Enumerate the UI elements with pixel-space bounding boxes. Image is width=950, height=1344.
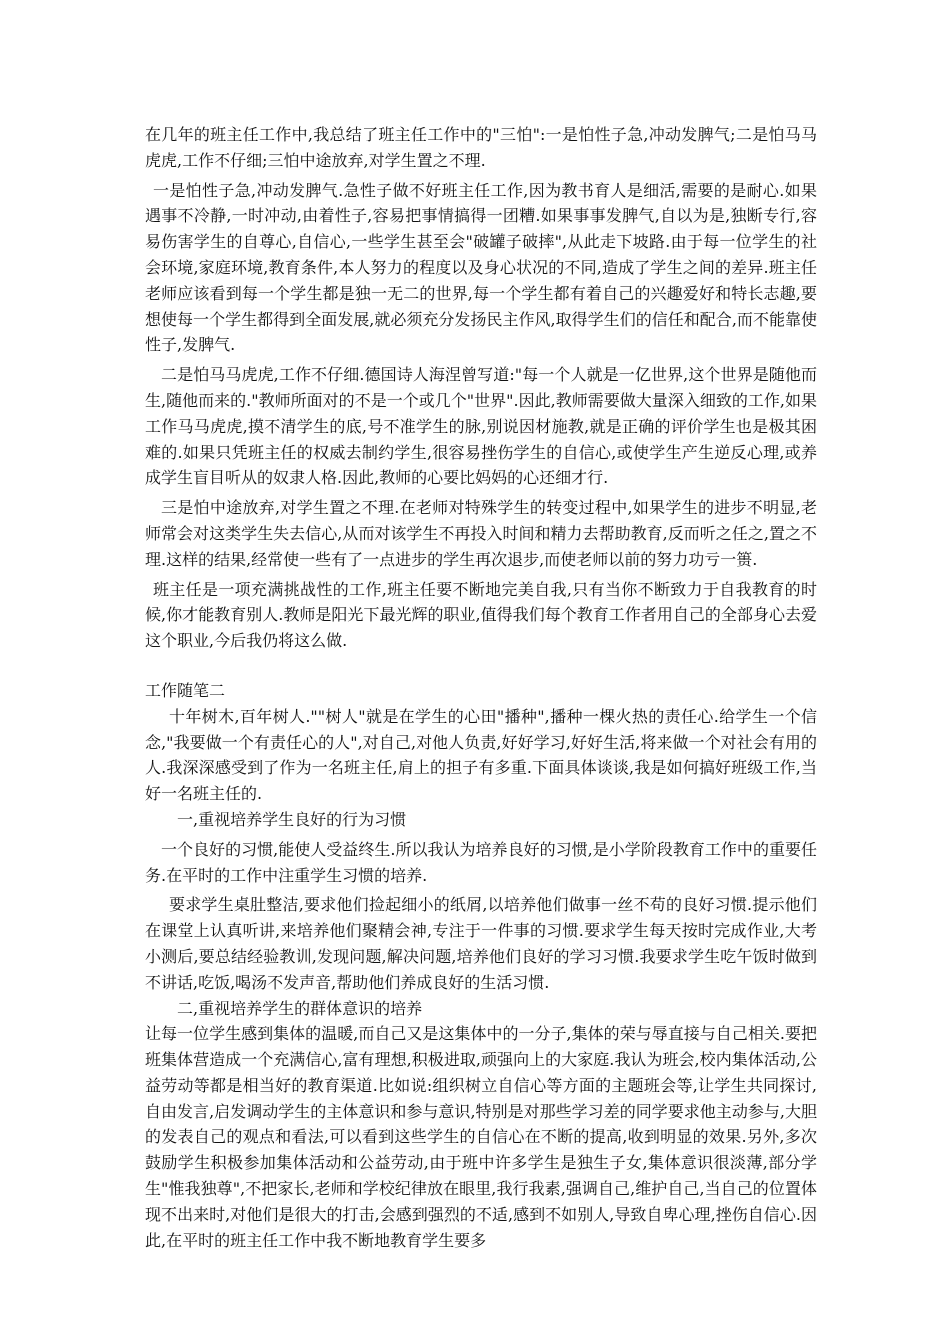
intro-paragraph: 在几年的班主任工作中,我总结了班主任工作中的"三怕":一是怕性子急,冲动发脾气;二是怕马马虎虎,工作不仔细;三怕中途放弃,对学生置之不理.	[145, 125, 817, 170]
section-paragraph-4: 让每一位学生感到集体的温暖,而自己又是这集体中的一分子,集体的荣与辱直接与自己相关.要把班集体营造成一个充满信心,富有理想,积极进取,顽强向上的大家庭.我认为班会,校内集体活动,公益劳动等都是相当好的教育渠道.比如说:组织树立自信心等方面的主题班会等,让学生共同探讨,自由发言,启发调动学生的主体意识和参与意识,特别是对那些学习差的同学要求他主动参与,大胆的发表自己的观点和看法,可以看到这些学生的自信心在不断的提高,收到明显的效果.另外,多次鼓励学生积极参加集体活动和公益劳动,由于班中许多学生是独生子女,集体意识很淡薄,部分学生"惟我独尊",不把家长,老师和学校纪律放在眼里,我行我素,强调自己,维护自己,当自己的位置体现不出来时,对他们是很大的打击,会感到强烈的不适,感到不如别人,导致自卑心理,挫伤自信心.因此,在平时的班主任工作中我不断地教育学生要多	[145, 1024, 817, 1250]
body-paragraph-1: 一是怕性子急,冲动发脾气.急性子做不好班主任工作,因为教书育人是细活,需要的是耐心.如果遇事不冷静,一时冲动,由着性子,容易把事情搞得一团糟.如果事事发脾气,自以为是,独断专行,容易伤害学生的自尊心,自信心,一些学生甚至会"破罐子破摔",从此走下坡路.由于每一位学生的社会环境,家庭环境,教育条件,本人努力的程度以及身心状况的不同,造成了学生之间的差异.班主任老师应该看到每一个学生都是独一无二的世界,每一个学生都有着自己的兴趣爱好和特长志趣,要想使每一个学生都得到全面发展,就必须充分发扬民主作风,取得学生们的信任和配合,而不能靠使性子,发脾气.	[145, 180, 817, 355]
document-page	[145, 122, 817, 1253]
section-heading-1: 一,重视培养学生良好的行为习惯	[177, 809, 407, 829]
body-paragraph-2: 二是怕马马虎虎,工作不仔细.德国诗人海涅曾写道:"每一个人就是一亿世界,这个世界是随他而生,随他而来的."教师所面对的不是一个或几个"世界".因此,教师需要做大量深入细致的工作,如果工作马马虎虎,摸不清学生的底,号不准学生的脉,别说因材施教,就是正确的评价学生也是极其困难的.如果只凭班主任的权威去制约学生,很容易挫伤学生的自信心,或使学生产生逆反心理,或养成学生盲目听从的奴隶人格.因此,教师的心要比妈妈的心还细才行.	[145, 365, 817, 488]
section-paragraph-1: 十年树木,百年树人.""树人"就是在学生的心田"播种",播种一棵火热的责任心.给学生一个信念,"我要做一个有责任心的人",对自己,对他人负责,好好学习,好好生活,将来做一个对社会有用的人.我深深感受到了作为一名班主任,肩上的担子有多重.下面具体谈谈,我是如何搞好班级工作,当好一名班主任的.	[145, 706, 817, 804]
section-paragraph-3: 要求学生桌肚整洁,要求他们捡起细小的纸屑,以培养他们做事一丝不苟的良好习惯.提示他们在课堂上认真听讲,来培养他们聚精会神,专注于一件事的习惯.要求学生每天按时完成作业,大考小测后,要总结经验教训,发现问题,解决问题,培养他们良好的学习习惯.我要求学生吃午饭时做到不讲话,吃饭,喝汤不发声音,帮助他们养成良好的生活习惯.	[145, 895, 817, 992]
section-title: 工作随笔二	[145, 680, 226, 700]
section-paragraph-2: 一个良好的习惯,能使人受益终生.所以我认为培养良好的习惯,是小学阶段教育工作中的重要任务.在平时的工作中注重学生习惯的培养.	[145, 839, 817, 885]
section-heading-2: 二,重视培养学生的群体意识的培养	[177, 998, 423, 1018]
body-paragraph-3: 三是怕中途放弃,对学生置之不理.在老师对特殊学生的转变过程中,如果学生的进步不明显,老师常会对这类学生失去信心,从而对该学生不再投入时间和精力去帮助教育,反而听之任之,置之不理.这样的结果,经常使一些有了一点进步的学生再次退步,而使老师以前的努力功亏一篑.	[145, 498, 817, 569]
body-paragraph-4: 班主任是一项充满挑战性的工作,班主任要不断地完美自我,只有当你不断致力于自我教育的时候,你才能教育别人.教师是阳光下最光辉的职业,值得我们每个教育工作者用自己的全部身心去爱这个职业,今后我仍将这么做.	[145, 579, 817, 651]
